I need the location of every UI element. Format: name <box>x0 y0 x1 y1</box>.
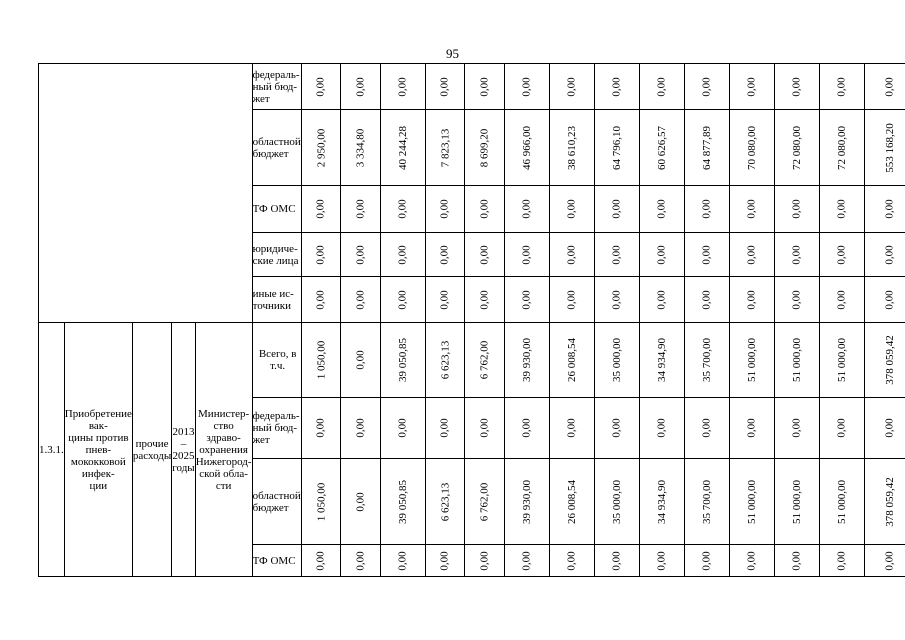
value-text: 0,00 <box>700 418 713 438</box>
value-cell <box>549 459 594 545</box>
value-cell <box>594 323 639 398</box>
funding-source-label: федераль- ный бюд- жет <box>252 64 301 110</box>
value-text: 0,00 <box>700 244 713 265</box>
value-cell <box>864 545 905 577</box>
value-cell <box>684 323 729 398</box>
value-cell <box>380 64 425 110</box>
value-text: 0,00 <box>835 418 848 438</box>
value-cell <box>425 398 465 459</box>
value-text: 51 000,00 <box>790 479 803 524</box>
value-text: 0,00 <box>883 550 896 571</box>
value-text: 0,00 <box>700 289 713 310</box>
budget-table <box>38 63 905 577</box>
value-text: 0,00 <box>565 418 578 438</box>
value-cell <box>729 110 774 186</box>
value-text: 0,00 <box>790 76 803 97</box>
value-text: 0,00 <box>478 244 491 265</box>
value-cell <box>465 233 505 277</box>
value-text: 26 008,54 <box>565 479 578 524</box>
value-text: 0,00 <box>438 418 451 438</box>
value-cell <box>341 186 381 233</box>
value-text: 6 623,13 <box>438 340 451 380</box>
value-text: 0,00 <box>565 199 578 219</box>
item-number: 1.3.1. <box>39 323 65 577</box>
value-cell <box>594 64 639 110</box>
value-cell <box>774 64 819 110</box>
value-cell <box>341 545 381 577</box>
value-cell <box>465 110 505 186</box>
value-text: 0,00 <box>354 76 367 97</box>
value-cell <box>864 233 905 277</box>
value-text: 0,00 <box>883 244 896 265</box>
value-cell <box>465 186 505 233</box>
value-cell <box>380 398 425 459</box>
value-text: 0,00 <box>655 76 668 97</box>
value-cell <box>301 459 341 545</box>
value-cell <box>594 277 639 323</box>
value-text: 39 930,00 <box>520 338 533 382</box>
value-cell <box>425 545 465 577</box>
table-row <box>39 323 905 398</box>
value-text: 0,00 <box>478 418 491 438</box>
value-cell <box>549 277 594 323</box>
value-text: 0,00 <box>438 76 451 97</box>
value-text: 0,00 <box>565 244 578 265</box>
value-text: 0,00 <box>610 199 623 219</box>
value-cell <box>425 277 465 323</box>
value-text: 39 050,85 <box>396 338 409 382</box>
value-text: 35 000,00 <box>610 479 623 524</box>
value-cell <box>639 233 684 277</box>
page-number: 95 <box>446 46 459 61</box>
value-text: 0,00 <box>396 289 409 310</box>
value-text: 553 168,20 <box>883 122 896 173</box>
value-cell <box>774 186 819 233</box>
value-text: 26 008,54 <box>565 338 578 382</box>
value-text: 0,00 <box>396 199 409 219</box>
value-cell <box>341 459 381 545</box>
value-cell <box>380 545 425 577</box>
value-cell <box>301 277 341 323</box>
value-text: 378 059,42 <box>883 335 896 385</box>
value-cell <box>504 545 549 577</box>
value-cell <box>465 398 505 459</box>
funding-source-label: областной бюджет <box>252 110 301 186</box>
value-cell <box>504 64 549 110</box>
table-row <box>39 64 905 110</box>
value-text: 0,00 <box>745 418 758 438</box>
value-text: 0,00 <box>655 199 668 219</box>
value-text: 1 050,00 <box>314 482 327 521</box>
value-text: 35 700,00 <box>700 338 713 382</box>
value-cell <box>819 545 864 577</box>
value-cell <box>639 186 684 233</box>
value-cell <box>301 545 341 577</box>
value-cell <box>729 323 774 398</box>
value-text: 0,00 <box>314 76 327 97</box>
value-text: 0,00 <box>655 244 668 265</box>
value-text: 0,00 <box>790 199 803 219</box>
value-cell <box>380 186 425 233</box>
value-cell <box>504 323 549 398</box>
value-cell <box>425 64 465 110</box>
value-cell <box>684 64 729 110</box>
value-text: 0,00 <box>520 76 533 97</box>
value-cell <box>504 233 549 277</box>
value-text: 51 000,00 <box>835 338 848 382</box>
value-cell <box>774 323 819 398</box>
value-text: 0,00 <box>354 289 367 310</box>
value-text: 0,00 <box>478 76 491 97</box>
value-text: 0,00 <box>610 76 623 97</box>
value-cell <box>774 110 819 186</box>
value-cell <box>301 110 341 186</box>
value-cell <box>301 64 341 110</box>
value-cell <box>864 110 905 186</box>
value-text: 0,00 <box>790 244 803 265</box>
value-cell <box>864 323 905 398</box>
value-text: 0,00 <box>520 550 533 571</box>
value-text: 51 000,00 <box>745 479 758 524</box>
value-cell <box>774 277 819 323</box>
value-cell <box>639 110 684 186</box>
value-text: 8 699,20 <box>478 128 491 167</box>
value-cell <box>504 398 549 459</box>
value-text: 0,00 <box>520 199 533 219</box>
value-text: 0,00 <box>610 289 623 310</box>
value-text: 0,00 <box>835 289 848 310</box>
value-cell <box>504 186 549 233</box>
value-cell <box>465 545 505 577</box>
value-cell <box>301 186 341 233</box>
value-text: 6 623,13 <box>438 482 451 521</box>
value-text: 0,00 <box>883 289 896 310</box>
value-text: 0,00 <box>745 76 758 97</box>
value-text: 40 244,28 <box>396 125 409 170</box>
value-cell <box>301 398 341 459</box>
value-cell <box>774 459 819 545</box>
value-text: 0,00 <box>883 76 896 97</box>
value-text: 34 934,90 <box>655 479 668 524</box>
value-text: 64 877,89 <box>700 125 713 170</box>
value-cell <box>864 186 905 233</box>
value-cell <box>864 459 905 545</box>
value-text: 0,00 <box>610 244 623 265</box>
value-cell <box>549 398 594 459</box>
value-text: 0,00 <box>354 199 367 219</box>
value-text: 0,00 <box>478 550 491 571</box>
value-cell <box>504 110 549 186</box>
value-cell <box>301 233 341 277</box>
value-cell <box>504 277 549 323</box>
value-cell <box>774 233 819 277</box>
value-text: 0,00 <box>520 289 533 310</box>
value-text: 0,00 <box>478 289 491 310</box>
value-text: 38 610,23 <box>565 125 578 170</box>
value-cell <box>341 233 381 277</box>
value-cell <box>425 186 465 233</box>
value-text: 35 000,00 <box>610 338 623 382</box>
value-text: 7 823,13 <box>438 128 451 167</box>
value-cell <box>729 64 774 110</box>
item-name: Приобретение вак- цины против пнев- мококковой инфек- ции <box>64 323 132 577</box>
value-cell <box>819 277 864 323</box>
value-text: 378 059,42 <box>883 476 896 527</box>
item-expense-type: прочие расходы <box>132 323 171 577</box>
value-cell <box>465 277 505 323</box>
value-cell <box>819 233 864 277</box>
value-cell <box>819 110 864 186</box>
value-text: 0,00 <box>745 244 758 265</box>
value-cell <box>639 64 684 110</box>
value-text: 35 700,00 <box>700 479 713 524</box>
item-executor: Министер- ство здраво- охранения Нижегород- ской обла- сти <box>195 323 252 577</box>
value-text: 0,00 <box>396 418 409 438</box>
value-text: 0,00 <box>655 289 668 310</box>
value-cell <box>549 110 594 186</box>
value-cell <box>341 323 381 398</box>
funding-source-label: юридиче- ские лица <box>252 233 301 277</box>
value-cell <box>774 398 819 459</box>
value-cell <box>684 110 729 186</box>
value-cell <box>729 459 774 545</box>
funding-source-label: иные ис- точники <box>252 277 301 323</box>
value-cell <box>594 186 639 233</box>
value-text: 0,00 <box>790 550 803 571</box>
value-cell <box>504 459 549 545</box>
value-text: 51 000,00 <box>790 338 803 382</box>
value-text: 0,00 <box>835 199 848 219</box>
value-cell <box>425 323 465 398</box>
value-cell <box>380 233 425 277</box>
value-text: 0,00 <box>835 550 848 571</box>
value-text: 0,00 <box>396 244 409 265</box>
value-text: 0,00 <box>610 550 623 571</box>
value-text: 0,00 <box>745 550 758 571</box>
value-cell <box>341 64 381 110</box>
value-text: 39 050,85 <box>396 479 409 524</box>
value-text: 34 934,90 <box>655 338 668 382</box>
value-cell <box>549 233 594 277</box>
value-cell <box>549 64 594 110</box>
value-text: 3 334,80 <box>354 128 367 167</box>
value-text: 0,00 <box>883 418 896 438</box>
value-cell <box>380 110 425 186</box>
value-cell <box>549 323 594 398</box>
value-text: 0,00 <box>655 550 668 571</box>
value-text: 0,00 <box>883 199 896 219</box>
value-cell <box>639 323 684 398</box>
value-cell <box>684 545 729 577</box>
value-cell <box>729 545 774 577</box>
value-cell <box>465 323 505 398</box>
value-cell <box>380 323 425 398</box>
value-cell <box>684 186 729 233</box>
value-cell <box>639 459 684 545</box>
value-cell <box>594 233 639 277</box>
value-cell <box>729 233 774 277</box>
value-cell <box>594 110 639 186</box>
value-cell <box>684 277 729 323</box>
funding-source-label: ТФ ОМС <box>252 186 301 233</box>
value-cell <box>425 110 465 186</box>
value-text: 0,00 <box>438 244 451 265</box>
value-text: 72 080,00 <box>835 125 848 170</box>
value-cell <box>684 459 729 545</box>
value-text: 51 000,00 <box>835 479 848 524</box>
value-text: 0,00 <box>438 550 451 571</box>
value-text: 0,00 <box>565 289 578 310</box>
value-text: 1 050,00 <box>314 340 327 380</box>
value-text: 46 966,00 <box>520 125 533 170</box>
value-text: 39 930,00 <box>520 479 533 524</box>
value-cell <box>465 64 505 110</box>
value-text: 0,00 <box>610 418 623 438</box>
value-cell <box>774 545 819 577</box>
value-text: 64 796,10 <box>610 125 623 170</box>
value-cell <box>594 545 639 577</box>
value-cell <box>425 459 465 545</box>
value-text: 0,00 <box>314 550 327 571</box>
value-cell <box>864 64 905 110</box>
value-cell <box>301 323 341 398</box>
value-cell <box>819 323 864 398</box>
value-text: 72 080,00 <box>790 125 803 170</box>
item-period: 2013 – 2025 годы <box>172 323 195 577</box>
value-text: 2 950,00 <box>314 128 327 167</box>
value-text: 0,00 <box>745 199 758 219</box>
value-text: 0,00 <box>700 199 713 219</box>
funding-source-label: Всего, в т.ч. <box>252 323 301 398</box>
value-cell <box>819 459 864 545</box>
value-cell <box>594 459 639 545</box>
value-text: 0,00 <box>655 418 668 438</box>
value-cell <box>549 186 594 233</box>
value-text: 0,00 <box>314 289 327 310</box>
value-text: 0,00 <box>314 199 327 219</box>
value-text: 0,00 <box>520 244 533 265</box>
funding-source-label: ТФ ОМС <box>252 545 301 577</box>
value-text: 0,00 <box>790 418 803 438</box>
value-cell <box>380 459 425 545</box>
funding-source-label: федераль- ный бюд- жет <box>252 398 301 459</box>
value-text: 0,00 <box>565 550 578 571</box>
value-text: 0,00 <box>565 76 578 97</box>
value-text: 70 080,00 <box>745 125 758 170</box>
value-cell <box>684 398 729 459</box>
value-cell <box>639 545 684 577</box>
value-text: 0,00 <box>438 289 451 310</box>
value-cell <box>684 233 729 277</box>
value-cell <box>425 233 465 277</box>
value-text: 0,00 <box>478 199 491 219</box>
value-text: 0,00 <box>835 244 848 265</box>
value-text: 0,00 <box>700 76 713 97</box>
value-text: 0,00 <box>354 244 367 265</box>
value-cell <box>341 110 381 186</box>
value-cell <box>729 398 774 459</box>
value-text: 0,00 <box>354 550 367 571</box>
value-text: 0,00 <box>314 418 327 438</box>
value-text: 0,00 <box>354 418 367 438</box>
value-text: 0,00 <box>745 289 758 310</box>
value-text: 0,00 <box>700 550 713 571</box>
value-cell <box>729 186 774 233</box>
value-text: 0,00 <box>520 418 533 438</box>
value-cell <box>380 277 425 323</box>
value-cell <box>864 277 905 323</box>
value-text: 0,00 <box>835 76 848 97</box>
value-text: 0,00 <box>314 244 327 265</box>
value-text: 6 762,00 <box>478 482 491 521</box>
value-text: 0,00 <box>790 289 803 310</box>
value-cell <box>729 277 774 323</box>
merged-blank-cell <box>39 64 253 323</box>
value-cell <box>341 398 381 459</box>
value-cell <box>341 277 381 323</box>
value-text: 0,00 <box>354 350 367 370</box>
value-cell <box>864 398 905 459</box>
value-text: 0,00 <box>396 76 409 97</box>
value-cell <box>639 277 684 323</box>
value-cell <box>819 64 864 110</box>
value-cell <box>549 545 594 577</box>
value-cell <box>594 398 639 459</box>
value-cell <box>639 398 684 459</box>
value-cell <box>465 459 505 545</box>
value-cell <box>819 186 864 233</box>
value-text: 51 000,00 <box>745 338 758 382</box>
value-text: 0,00 <box>354 491 367 512</box>
value-text: 0,00 <box>396 550 409 571</box>
value-text: 60 626,57 <box>655 125 668 170</box>
value-text: 0,00 <box>438 199 451 219</box>
value-text: 6 762,00 <box>478 340 491 380</box>
funding-source-label: областной бюджет <box>252 459 301 545</box>
value-cell <box>819 398 864 459</box>
